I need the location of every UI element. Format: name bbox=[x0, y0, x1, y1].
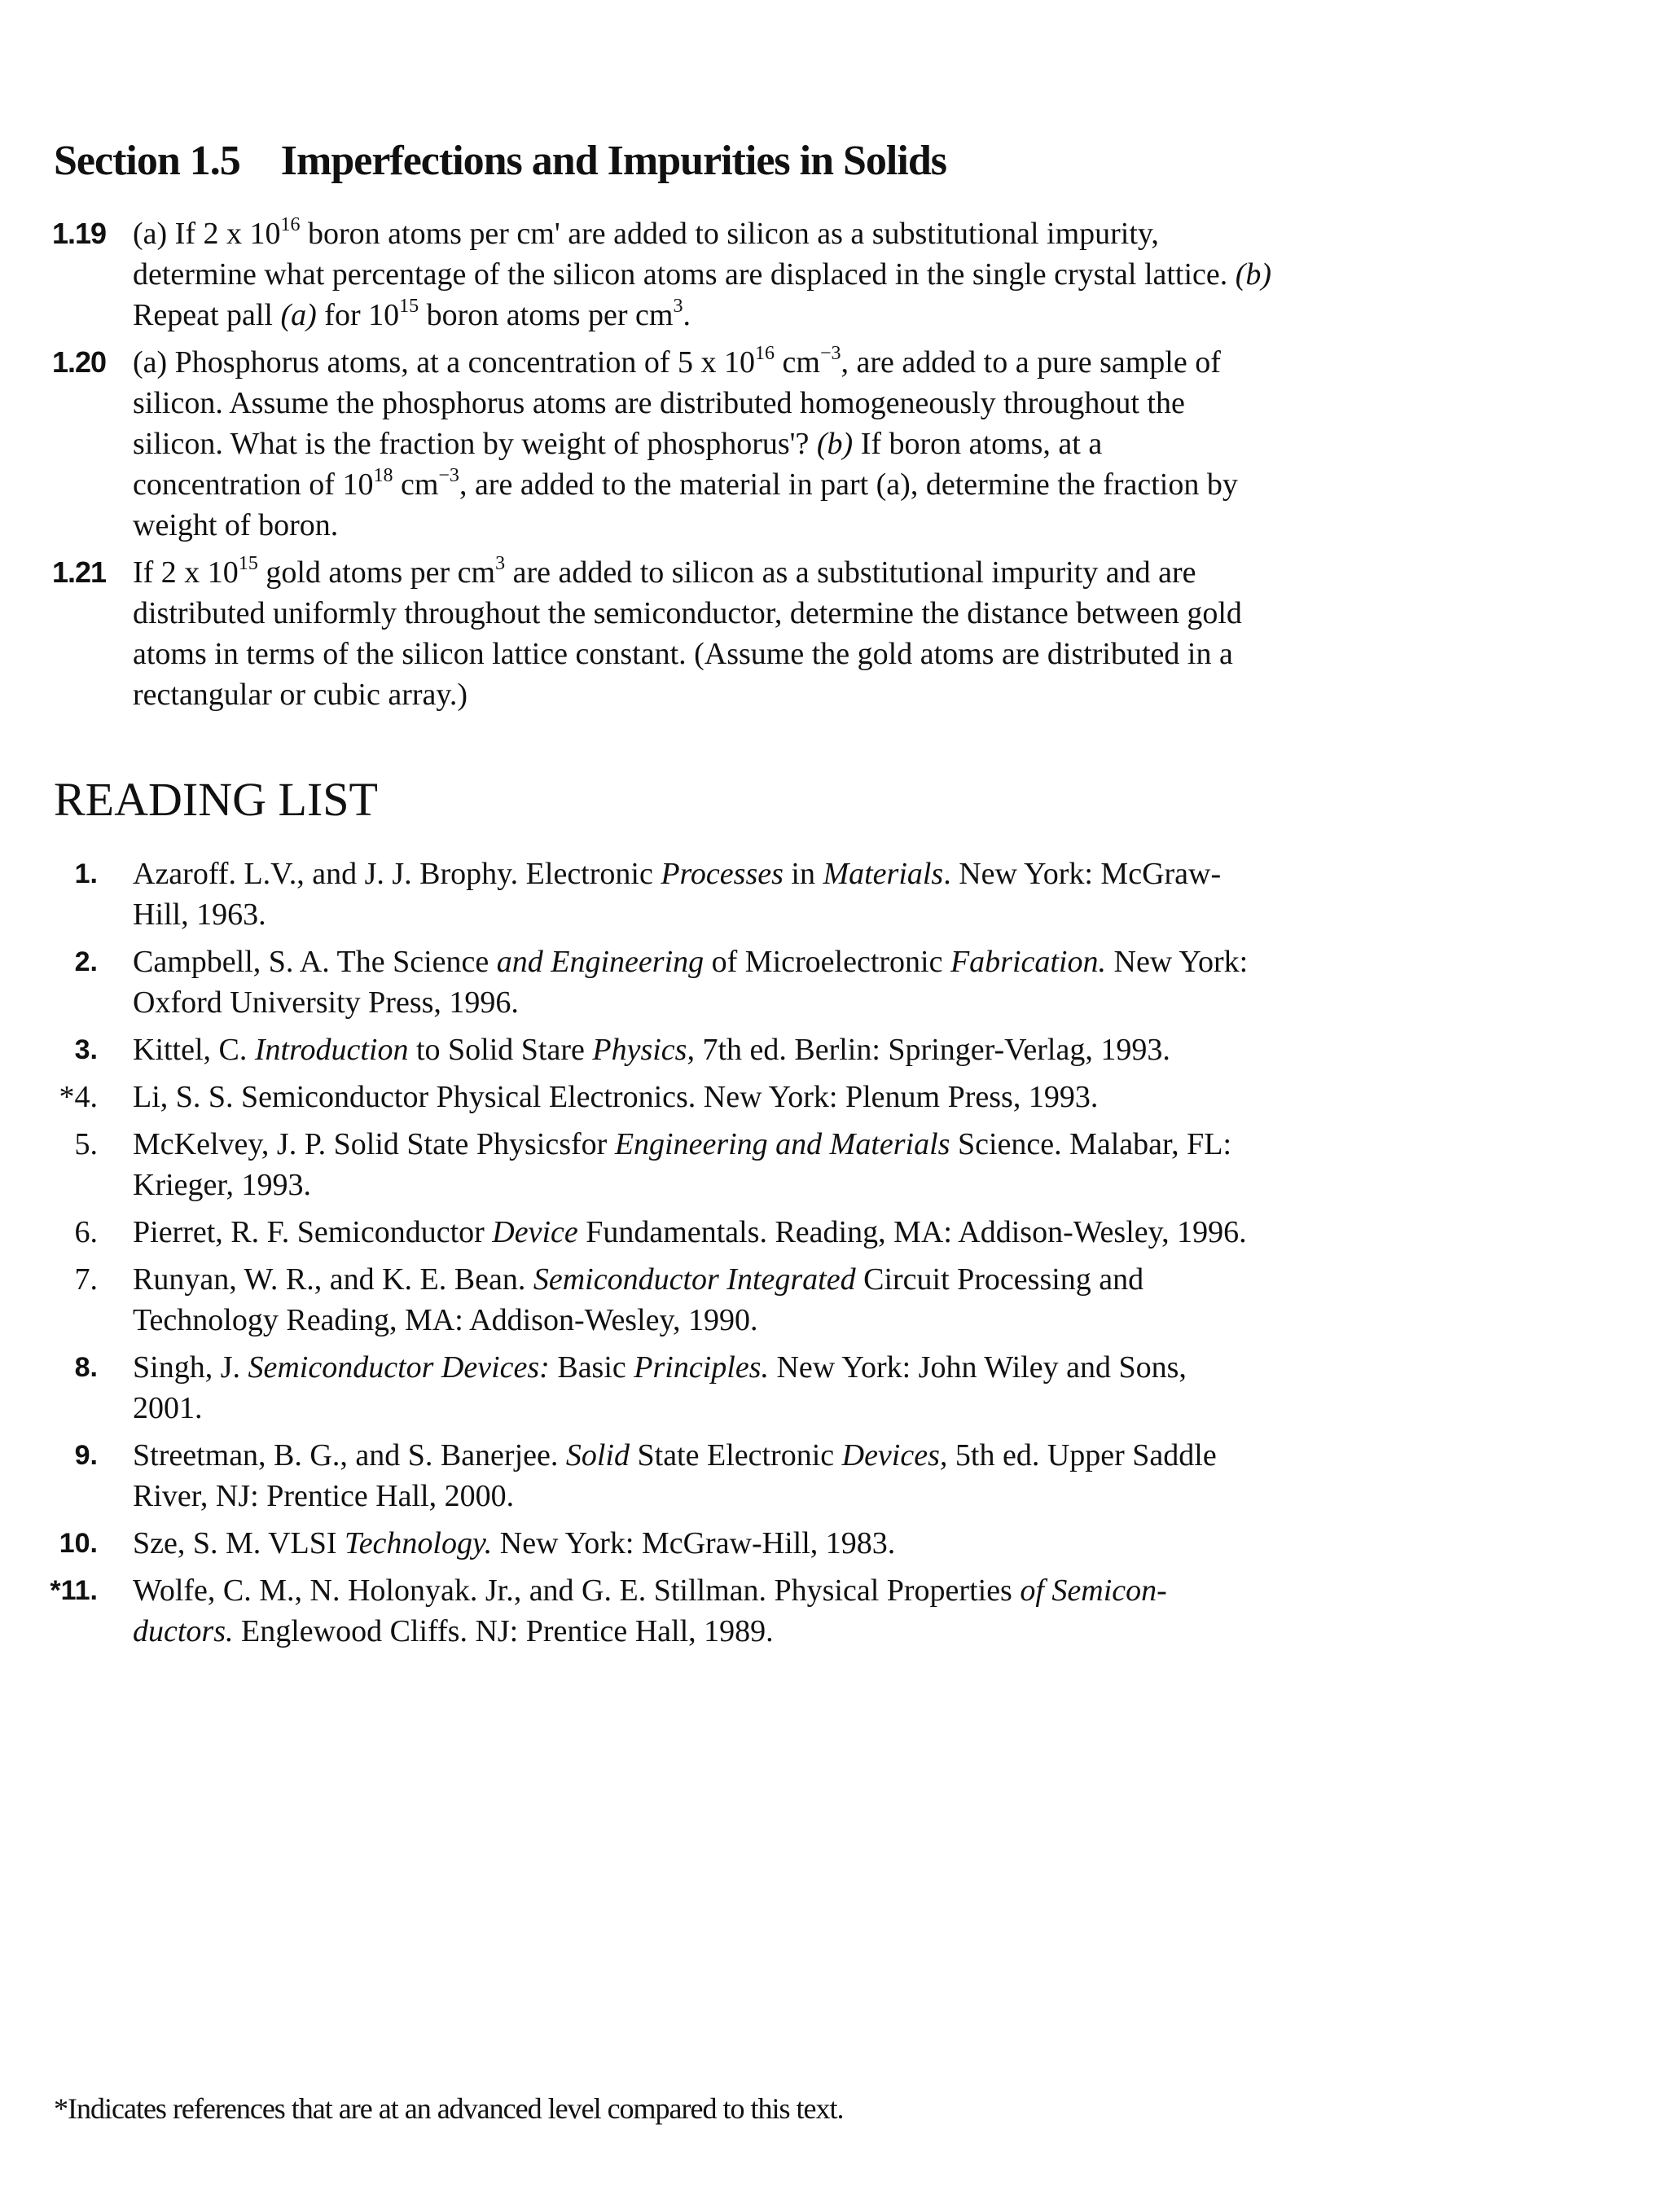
text-run: (a) If 2 x 10 bbox=[133, 217, 281, 251]
section-number: Section 1.5 bbox=[54, 138, 240, 184]
reference-item bbox=[0, 854, 1668, 935]
reference-text bbox=[133, 1435, 1249, 1516]
italic-text: Semiconductor Integrated bbox=[533, 1262, 856, 1297]
reference-number: 9. bbox=[74, 1440, 98, 1471]
problem-number: 1.20 bbox=[52, 345, 107, 379]
text-run: If boron atoms, at a concentration of 10 bbox=[133, 427, 1103, 502]
italic-text: Processes bbox=[661, 857, 784, 891]
italic-text: (b) bbox=[816, 427, 854, 461]
reference-text bbox=[133, 854, 1249, 935]
text-run: If 2 x 10 bbox=[133, 555, 239, 590]
reference-text bbox=[133, 1212, 1249, 1253]
text-run: New York: Oxford University Press, 1996. bbox=[133, 945, 1249, 1020]
reference-text bbox=[133, 1523, 1249, 1564]
reference-item bbox=[0, 1523, 1668, 1564]
reference-text bbox=[133, 1259, 1249, 1341]
text-run: 7th ed. Berlin: Springer-Verlag, 1993. bbox=[694, 1033, 1170, 1067]
problem bbox=[0, 342, 1668, 546]
problem-list bbox=[0, 213, 1668, 722]
text-run: Azaroff. L.V., and J. J. Brophy. Electronic bbox=[133, 857, 661, 891]
text-run: New York: McGraw-Hill, 1983. bbox=[492, 1526, 896, 1560]
text-run: Runyan, W. R., and K. E. Bean. bbox=[133, 1262, 533, 1297]
text-run: . New York: McGraw-Hill, 1963. bbox=[133, 857, 1222, 932]
section-title: Imperfections and Impurities in Solids bbox=[280, 138, 946, 184]
italic-text: and Engineering bbox=[496, 945, 705, 979]
text-run: McKelvey, J. P. Solid State Physicsfor bbox=[133, 1127, 615, 1161]
superscript: 15 bbox=[399, 296, 419, 317]
reference-number: 7. bbox=[74, 1262, 98, 1297]
reference-item bbox=[0, 1435, 1668, 1516]
superscript: 16 bbox=[280, 214, 301, 235]
text-run: boron atoms per cm bbox=[419, 298, 674, 332]
text-run: gold atoms per cm bbox=[257, 555, 496, 590]
problem-number: 1.21 bbox=[52, 555, 107, 589]
superscript: −3 bbox=[438, 465, 459, 486]
reading-list bbox=[0, 854, 1668, 1658]
superscript: 3 bbox=[495, 553, 506, 574]
italic-text: Physics, bbox=[592, 1033, 695, 1067]
reference-number: *11. bbox=[50, 1575, 98, 1606]
problem-number: 1.19 bbox=[52, 217, 107, 250]
text-run: Englewood Cliffs. NJ: Prentice Hall, 1989. bbox=[233, 1614, 774, 1648]
reference-item bbox=[0, 1029, 1668, 1070]
reference-item bbox=[0, 1347, 1668, 1429]
italic-text: Devices, bbox=[841, 1438, 948, 1472]
text-run: Fundamentals. Reading, MA: Addison-Wesley, 1996. bbox=[577, 1215, 1247, 1249]
reference-text bbox=[133, 941, 1249, 1023]
italic-text: Solid bbox=[565, 1438, 630, 1472]
text-run: Science. Malabar, FL: Krieger, 1993. bbox=[133, 1127, 1232, 1202]
superscript: −3 bbox=[819, 343, 841, 364]
text-run: Pierret, R. F. Semiconductor bbox=[133, 1215, 493, 1249]
italic-text: Fabrication. bbox=[950, 945, 1106, 979]
text-run: Singh, J. bbox=[133, 1350, 248, 1385]
italic-text: Technology. bbox=[345, 1526, 493, 1560]
italic-text: of Semicon-ductors. bbox=[133, 1573, 1167, 1648]
reference-item bbox=[0, 941, 1668, 1023]
text-run: Li, S. S. Semiconductor Physical Electronics. New York: Plenum Press, 1993. bbox=[133, 1080, 1099, 1114]
text-run: cm bbox=[393, 467, 439, 502]
reference-number: 3. bbox=[74, 1034, 98, 1065]
text-run: Campbell, S. A. The Science bbox=[133, 945, 497, 979]
text-run: Circuit Processing and Technology Reading, MA: Addison-Wesley, 1990. bbox=[133, 1262, 1144, 1337]
reference-item bbox=[0, 1077, 1668, 1117]
problem bbox=[0, 552, 1668, 715]
italic-text: Engineering and Materials bbox=[614, 1127, 950, 1161]
text-run: for 10 bbox=[316, 298, 400, 332]
reference-number: 5. bbox=[74, 1127, 98, 1161]
reference-number: 10. bbox=[59, 1528, 98, 1559]
text-run: . bbox=[683, 298, 691, 332]
italic-text: Principles. bbox=[634, 1350, 769, 1385]
text-run: Wolfe, C. M., N. Holonyak. Jr., and G. E. Stillman. Physical Properties bbox=[133, 1573, 1021, 1608]
italic-text: (b) bbox=[1235, 257, 1272, 292]
text-run: boron atoms per cm' are added to silicon as a substitutional impurity, determine what percentage of the silicon atoms are displaced in the single crystal lattice. bbox=[133, 217, 1236, 292]
text-run: State Electronic bbox=[630, 1438, 842, 1472]
reading-list-heading: READING LIST bbox=[54, 773, 378, 826]
problem-text bbox=[133, 552, 1273, 715]
text-run: Repeat pall bbox=[133, 298, 281, 332]
reference-number: 6. bbox=[74, 1215, 98, 1249]
footnote: *Indicates references that are at an advanced level compared to this text. bbox=[54, 2092, 844, 2125]
superscript: 18 bbox=[373, 465, 393, 486]
text-run: are added to silicon as a substitutional impurity and are distributed uniformly throughout the semiconductor, determine the distance between gold atoms in terms of the silicon lattice constant. (Assume the gold atoms are distributed in a rectangular or cubic array.) bbox=[133, 555, 1242, 712]
reference-number: *4. bbox=[59, 1080, 98, 1114]
section-heading bbox=[54, 137, 946, 185]
italic-text: Device bbox=[492, 1215, 578, 1249]
superscript: 3 bbox=[673, 296, 683, 317]
reference-item bbox=[0, 1259, 1668, 1341]
reference-number: 8. bbox=[74, 1352, 98, 1383]
text-run: 5th ed. Upper Saddle River, NJ: Prentice Hall, 2000. bbox=[133, 1438, 1217, 1513]
superscript: 16 bbox=[755, 343, 775, 364]
text-run: (a) Phosphorus atoms, at a concentration of 5 x 10 bbox=[133, 345, 756, 380]
text-run: Basic bbox=[549, 1350, 634, 1385]
italic-text: (a) bbox=[280, 298, 317, 332]
text-run: New York: John Wiley and Sons, 2001. bbox=[133, 1350, 1187, 1425]
text-run: in bbox=[783, 857, 823, 891]
reference-item bbox=[0, 1124, 1668, 1205]
text-run: to Solid Stare bbox=[408, 1033, 593, 1067]
reference-text bbox=[133, 1077, 1249, 1117]
italic-text: Materials bbox=[823, 857, 944, 891]
reference-text bbox=[133, 1347, 1249, 1429]
reference-text bbox=[133, 1124, 1249, 1205]
italic-text: Semiconductor Devices: bbox=[248, 1350, 550, 1385]
superscript: 15 bbox=[238, 553, 258, 574]
reference-number: 1. bbox=[74, 858, 98, 889]
reference-item bbox=[0, 1570, 1668, 1652]
reference-number: 2. bbox=[74, 946, 98, 977]
text-run: Streetman, B. G., and S. Banerjee. bbox=[133, 1438, 566, 1472]
text-run: Kittel, C. bbox=[133, 1033, 255, 1067]
text-run: , are added to a pure sample of silicon. Assume the phosphorus atoms are distributed homogeneously throughout the silicon. What is the fraction by weight of phosphorus'? bbox=[133, 345, 1221, 461]
text-run: Sze, S. M. VLSI bbox=[133, 1526, 345, 1560]
text-run: cm bbox=[775, 345, 820, 380]
reference-text bbox=[133, 1029, 1249, 1070]
text-run: of Microelectronic bbox=[704, 945, 950, 979]
italic-text: Introduction bbox=[254, 1033, 409, 1067]
text-run: , are added to the material in part (a), determine the fraction by weight of boron. bbox=[133, 467, 1238, 542]
problem-text bbox=[133, 213, 1273, 336]
problem-text bbox=[133, 342, 1273, 546]
problem bbox=[0, 213, 1668, 336]
reference-item bbox=[0, 1212, 1668, 1253]
reference-text bbox=[133, 1570, 1249, 1652]
